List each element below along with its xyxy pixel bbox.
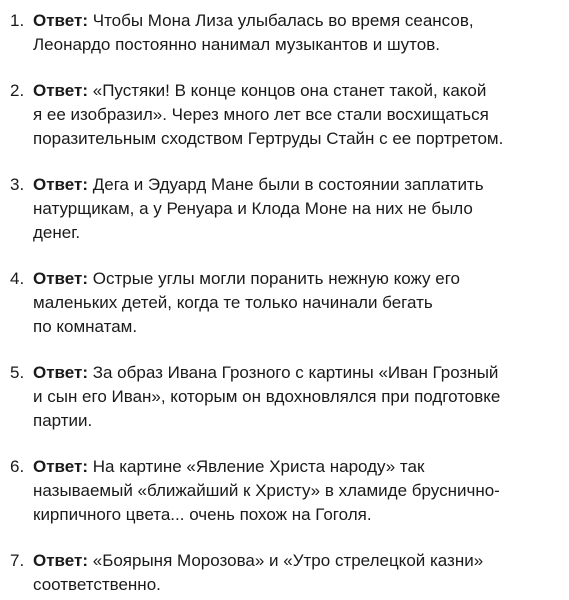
answer-item-1 — [10, 9, 551, 57]
answer-item-2 — [10, 79, 551, 151]
answer-label: Ответ: — [33, 363, 88, 382]
answer-label: Ответ: — [33, 269, 88, 288]
answer-text — [33, 455, 551, 527]
answer-item-5 — [10, 361, 551, 433]
answer-line: кирпичного цвета... очень похож на Гоголя. — [33, 505, 372, 524]
answer-line: поразительным сходством Гертруды Стайн с ее портретом. — [33, 129, 504, 148]
answer-number: 4. — [10, 269, 25, 288]
answer-label: Ответ: — [33, 457, 88, 476]
answer-line: Ответ: Чтобы Мона Лиза улыбалась во время сеансов, — [33, 11, 474, 30]
answer-line: Ответ: На картине «Явление Христа народу» так — [33, 457, 425, 476]
answer-number: 5. — [10, 363, 25, 382]
answer-number: 3. — [10, 175, 25, 194]
answer-number: 7. — [10, 551, 25, 570]
answer-line: Ответ: За образ Ивана Грозного с картины «Иван Грозный — [33, 363, 499, 382]
answer-label: Ответ: — [33, 551, 88, 570]
answer-line: Ответ: «Пустяки! В конце концов она станет такой, какой — [33, 81, 487, 100]
answer-line: Ответ: «Боярыня Морозова» и «Утро стрелецкой казни» — [33, 551, 484, 570]
answer-label: Ответ: — [33, 175, 88, 194]
answer-text — [33, 361, 551, 433]
answer-item-4 — [10, 267, 551, 339]
answer-line: партии. — [33, 411, 93, 430]
answer-label: Ответ: — [33, 11, 88, 30]
answer-item-3 — [10, 173, 551, 245]
answer-line: и сын его Иван», которым он вдохновлялся при подготовке — [33, 387, 501, 406]
answer-item-6 — [10, 455, 551, 527]
answer-text — [33, 79, 551, 151]
answer-line: натурщикам, а у Ренуара и Клода Моне на них не было — [33, 199, 473, 218]
answer-line: денег. — [33, 223, 81, 242]
answer-line: соответственно. — [33, 575, 161, 594]
answer-text — [33, 267, 551, 339]
answer-line: Ответ: Острые углы могли поранить нежную кожу его — [33, 269, 461, 288]
answer-number: 1. — [10, 11, 25, 30]
answer-line: я ее изобразил». Через много лет все стали восхищаться — [33, 105, 489, 124]
answer-item-7 — [10, 549, 551, 597]
answer-text — [33, 9, 551, 57]
answer-line: Леонардо постоянно нанимал музыкантов и шутов. — [33, 35, 440, 54]
answer-number: 6. — [10, 457, 25, 476]
answer-text — [33, 173, 551, 245]
answer-line: называемый «ближайший к Христу» в хламиде бруснично- — [33, 481, 500, 500]
answer-line: по комнатам. — [33, 317, 138, 336]
answer-line: маленьких детей, когда те только начинали бегать — [33, 293, 433, 312]
answer-number: 2. — [10, 81, 25, 100]
answer-line: Ответ: Дега и Эдуард Мане были в состоянии заплатить — [33, 175, 484, 194]
answer-text — [33, 549, 551, 597]
answer-label: Ответ: — [33, 81, 88, 100]
